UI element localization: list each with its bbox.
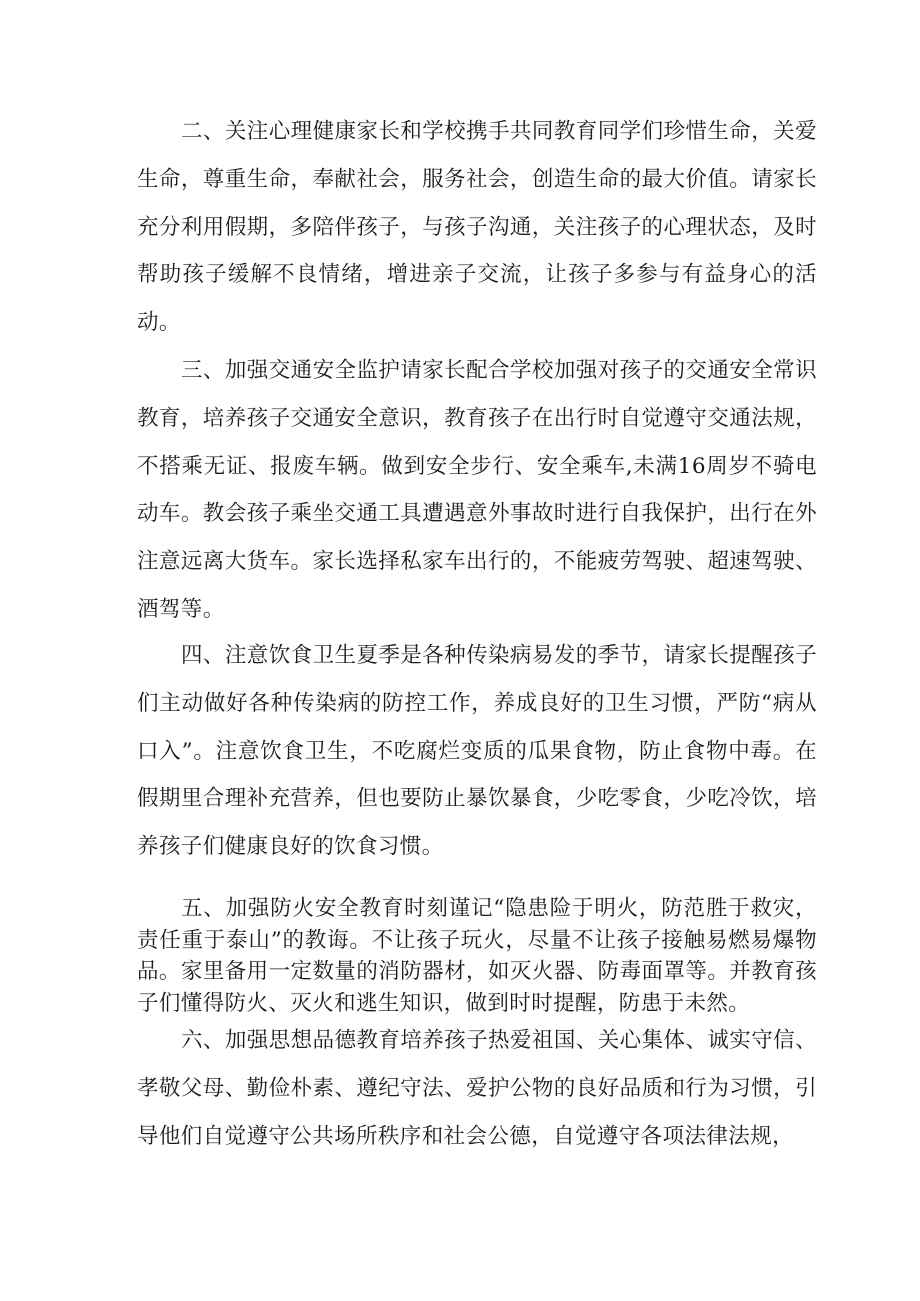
paragraph-mental-health: 二、关注心理健康家长和学校携手共同教育同学们珍惜生命，关爱生命，尊重生命，奉献社会，服务社会，创造生命的最大价值。请家长充分利用假期，多陪伴孩子，与孩子沟通，关注孩子的心理状态，及时帮助孩子缓解不良情绪，增进亲子交流，让孩子多参与有益身心的活动。 [137, 119, 817, 336]
paragraph-fire-safety: 五、加强防火安全教育时刻谨记“隐患险于明火，防范胜于救灾，责任重于泰山”的教诲。不让孩子玩火，尽量不让孩子接触易燃易爆物品。家里备用一定数量的消防器材，如灭火器、防毒面罩等。并教育孩子们懂得防火、灭火和逃生知识，做到时时提醒，防患于未然。 [137, 896, 817, 1016]
paragraph-moral-education: 六、加强思想品德教育培养孩子热爱祖国、关心集体、诚实守信、孝敬父母、勤俭朴素、遵纪守法、爱护公物的良好品质和行为习惯，引导他们自觉遵守公共场所秩序和社会公德，自觉遵守各项法律法规， [137, 1028, 817, 1149]
paragraph-food-hygiene: 四、注意饮食卫生夏季是各种传染病易发的季节，请家长提醒孩子们主动做好各种传染病的防控工作，养成良好的卫生习惯，严防“病从口入”。注意饮食卫生，不吃腐烂变质的瓜果食物，防止食物中毒。在假期里合理补充营养，但也要防止暴饮暴食，少吃零食，少吃冷饮，培养孩子们健康良好的饮食习惯。 [137, 643, 817, 860]
paragraph-traffic-safety: 三、加强交通安全监护请家长配合学校加强对孩子的交通安全常识教育，培养孩子交通安全意识，教育孩子在出行时自觉遵守交通法规，不搭乘无证、报废车辆。做到安全步行、安全乘车,未满16周岁不骑电动车。教会孩子乘坐交通工具遭遇意外事故时进行自我保护，出行在外注意远离大货车。家长选择私家车出行的，不能疲劳驾驶、超速驾驶、酒驾等。 [137, 358, 817, 622]
